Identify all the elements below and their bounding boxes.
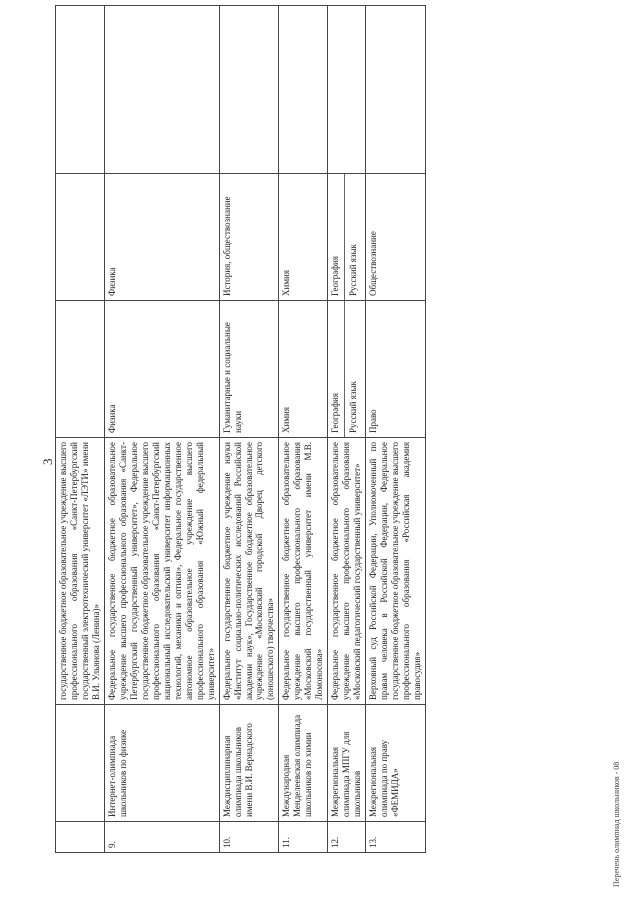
table-row (279, 6, 328, 853)
extra-cell (219, 6, 279, 174)
organizer: Федеральное государственное бюджетное образовательное учреждение высшего профессионального образования «Санкт-Петербургский государственный университет», Федеральное государственное бюджетное образовательное учреждение высшего профессионального образования «Санкт-Петербургский национальный исследовательский университет информационных технологий, механики и оптики», Федеральное государственное автономное образовательное учреждение высшего профессионального образования «Южный федеральный университет» (104, 438, 219, 705)
row-number: 10. (219, 822, 279, 853)
row-number: 9. (104, 822, 219, 853)
profile: Гуманитарные и социальные науки (219, 301, 279, 438)
olympiad-name: Межрегиональная олимпиада МПГУ для школьников (328, 705, 366, 822)
profile: Право (366, 301, 426, 438)
subject: Химия (279, 174, 328, 301)
profile-secondary: Русский язык (344, 301, 359, 437)
profile (56, 301, 105, 438)
olympiad-name: Международная Менделеевская олимпиада школьников по химии (279, 705, 328, 822)
table-row (328, 6, 366, 853)
table-row (219, 6, 279, 853)
extra-cell (328, 6, 366, 174)
row-number (56, 822, 105, 853)
extra-cell (366, 6, 426, 174)
row-number: 12. (328, 822, 366, 853)
extra-cell (56, 6, 105, 174)
olympiad-name (56, 705, 105, 822)
subject: История, обществознание (219, 174, 279, 301)
extra-cell (279, 6, 328, 174)
extra-cell (104, 6, 219, 174)
subject: Обществознание (366, 174, 426, 301)
subject (56, 174, 105, 301)
olympiad-name: Межрегиональная олимпиада по праву «ФЕМИДА» (366, 705, 426, 822)
subject-cell (328, 174, 366, 301)
profile: Химия (279, 301, 328, 438)
profile: Физика (104, 301, 219, 438)
row-number: 11. (279, 822, 328, 853)
olympiad-name: Междисциплинарная олимпиада школьников имени В.И. Вернадского (219, 705, 279, 822)
organizer: Верховный суд Российской Федерации, Уполномоченный по правам человека в Российской Федерации, Федеральное государственное бюджетное образовательное учреждение высшего профессионального образования «Российская академия правосудия» (366, 438, 426, 705)
subject: География (330, 256, 341, 296)
table-row (56, 6, 105, 853)
profile: География (330, 393, 341, 433)
row-number: 13. (366, 822, 426, 853)
olympiad-table (55, 5, 426, 853)
organizer: Федеральное государственное бюджетное учреждение науки «Институт социально-политических исследований Российской академии наук», Государственное бюджетное образовательное учреждение «Московский городской Дворец детского (юношеского) творчества» (219, 438, 279, 705)
table-row (366, 6, 426, 853)
organizer: Федеральное государственное бюджетное образовательное учреждение высшего профессионального образования «Московский педагогический государственный университет» (328, 438, 366, 705)
organizer: государственное бюджетное образовательное учреждение высшего профессионального образования «Санкт-Петербургский государственный электротехнический университет «ЛЭТИ» имени В.И. Ульянова (Ленина)» (56, 438, 105, 705)
olympiad-name: Интернет-олимпиада школьников по физике (104, 705, 219, 822)
subject-secondary: Русский язык (344, 174, 359, 300)
page-footer: Перечень олимпиад школьников - 08 (612, 761, 621, 887)
table-row (104, 6, 219, 853)
organizer: Федеральное государственное бюджетное образовательное учреждение высшего профессионального образования «Московский государственный университет имени М.В. Ломоносова» (279, 438, 328, 705)
page-number: 3 (40, 458, 55, 465)
subject: Физика (104, 174, 219, 301)
profile-cell (328, 301, 366, 438)
